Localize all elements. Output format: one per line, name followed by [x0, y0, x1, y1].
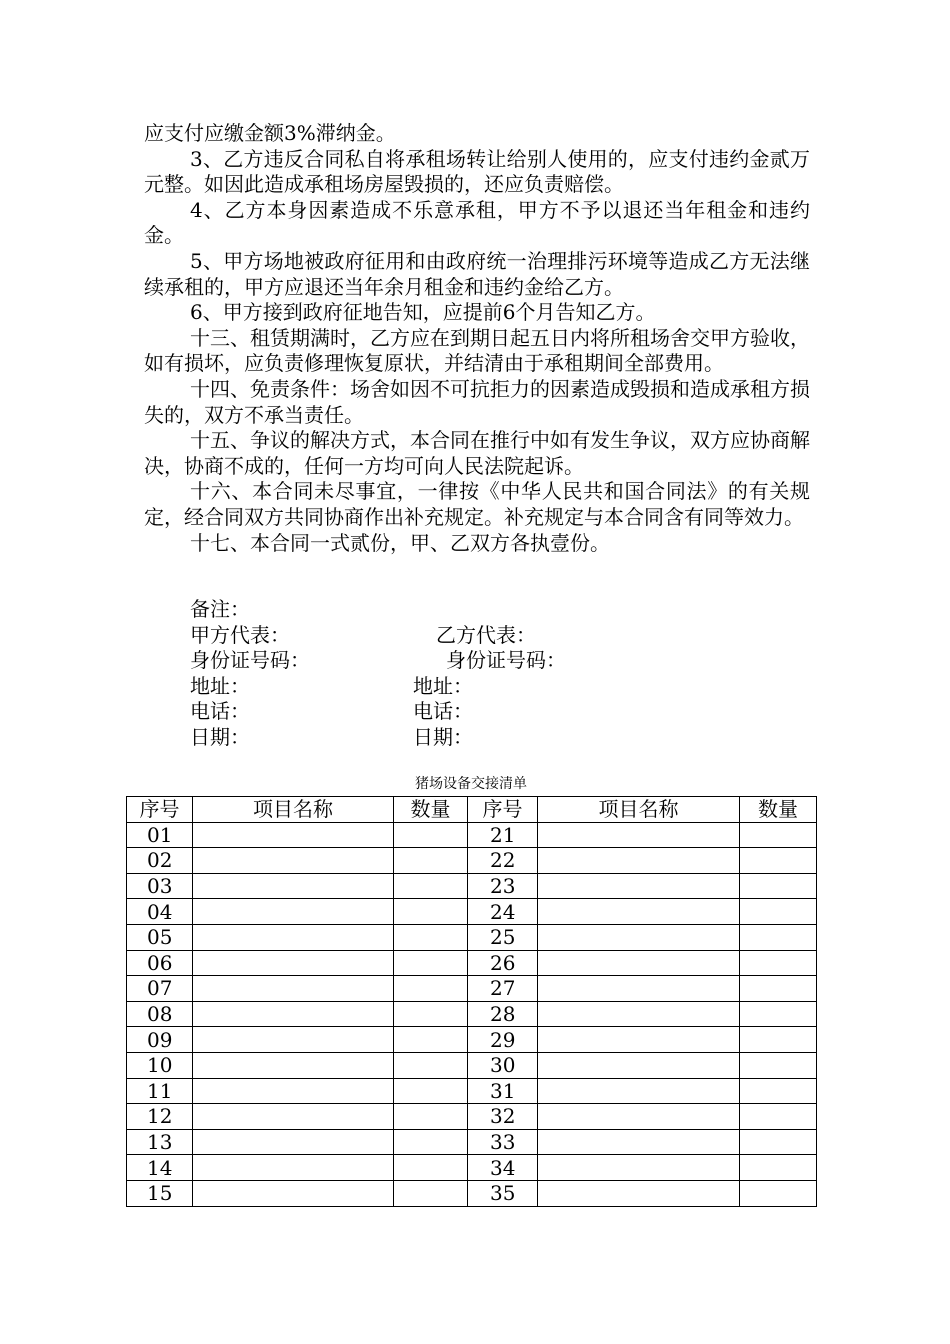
- seq-cell-left: 10: [127, 1052, 193, 1078]
- table-row: [127, 873, 817, 899]
- table-title: 猪场设备交接清单: [415, 776, 527, 792]
- quantity-cell-right: [740, 950, 817, 976]
- seq-cell-left: 03: [127, 873, 193, 899]
- item-name-cell-left: [193, 1155, 394, 1181]
- header-seq-2: 序号: [468, 797, 538, 823]
- seq-cell-right: 32: [468, 1104, 538, 1130]
- header-item-name-1: 项目名称: [193, 797, 394, 823]
- item-name-cell-right: [538, 899, 740, 925]
- item-name-cell-right: [538, 950, 740, 976]
- table-row: [127, 1001, 817, 1027]
- quantity-cell-right: [740, 899, 817, 925]
- item-name-cell-left: [193, 1052, 394, 1078]
- item-name-cell-left: [193, 1104, 394, 1130]
- seq-cell-left: 02: [127, 848, 193, 874]
- quantity-cell-right: [740, 1001, 817, 1027]
- quantity-cell-right: [740, 822, 817, 848]
- item-name-cell-left: [193, 950, 394, 976]
- header-item-name-2: 项目名称: [538, 797, 740, 823]
- contract-paragraph: 应支付应缴金额3%滞纳金。: [144, 121, 396, 145]
- contract-paragraph: 5、甲方场地被政府征用和由政府统一治理排污环境等造成乙方无法继续承租的，甲方应退还当年余月租金和违约金给乙方。: [144, 248, 810, 299]
- table-row: [127, 1129, 817, 1155]
- header-quantity-1: 数量: [394, 797, 468, 823]
- quantity-cell-right: [740, 1027, 817, 1053]
- seq-cell-right: 27: [468, 976, 538, 1002]
- table-row: [127, 976, 817, 1002]
- quantity-cell-left: [394, 1104, 468, 1130]
- seq-cell-left: 08: [127, 1001, 193, 1027]
- table-row: [127, 1027, 817, 1053]
- item-name-cell-left: [193, 1129, 394, 1155]
- quantity-cell-right: [740, 1104, 817, 1130]
- quantity-cell-left: [394, 924, 468, 950]
- contract-paragraph: 十六、本合同未尽事宜，一律按《中华人民共和国合同法》的有关规定，经合同双方共同协商作出补充规定。补充规定与本合同含有同等效力。: [144, 479, 810, 529]
- party-b-address-label: 地址：: [413, 673, 473, 698]
- quantity-cell-right: [740, 873, 817, 899]
- quantity-cell-left: [394, 1180, 468, 1206]
- item-name-cell-left: [193, 873, 394, 899]
- contract-paragraph: 3、乙方违反合同私自将承租场转让给别人使用的，应支付违约金贰万元整。如因此造成承租场房屋毁损的，还应负责赔偿。: [144, 146, 810, 197]
- quantity-cell-right: [740, 976, 817, 1002]
- quantity-cell-left: [394, 1027, 468, 1053]
- quantity-cell-right: [740, 1129, 817, 1155]
- seq-cell-left: 15: [127, 1180, 193, 1206]
- seq-cell-right: 31: [468, 1078, 538, 1104]
- contract-paragraph: 十三、租赁期满时，乙方应在到期日起五日内将所租场舍交甲方验收，如有损坏，应负责修理恢复原状，并结清由于承租期间全部费用。: [144, 325, 810, 376]
- party-a-date-label: 日期：: [190, 724, 250, 749]
- equipment-handover-table: [126, 796, 817, 1207]
- seq-cell-right: 28: [468, 1001, 538, 1027]
- seq-cell-left: 12: [127, 1104, 193, 1130]
- rep-row: [190, 623, 790, 649]
- table-row: [127, 1155, 817, 1181]
- contract-paragraph: 4、乙方本身因素造成不乐意承租，甲方不予以退还当年租金和违约金。: [144, 197, 810, 248]
- table-row: [127, 899, 817, 925]
- seq-cell-right: 30: [468, 1052, 538, 1078]
- table-row: [127, 1104, 817, 1130]
- party-a-id-label: 身份证号码：: [190, 648, 310, 673]
- quantity-cell-right: [740, 1052, 817, 1078]
- party-b-phone-label: 电话：: [413, 699, 473, 724]
- item-name-cell-right: [538, 848, 740, 874]
- item-name-cell-right: [538, 924, 740, 950]
- table-row: [127, 1052, 817, 1078]
- seq-cell-right: 25: [468, 924, 538, 950]
- item-name-cell-left: [193, 976, 394, 1002]
- seq-cell-right: 33: [468, 1129, 538, 1155]
- item-name-cell-right: [538, 1078, 740, 1104]
- item-name-cell-left: [193, 848, 394, 874]
- table-row: [127, 950, 817, 976]
- quantity-cell-right: [740, 1078, 817, 1104]
- quantity-cell-left: [394, 873, 468, 899]
- date-row: [190, 725, 790, 751]
- seq-cell-left: 13: [127, 1129, 193, 1155]
- seq-cell-left: 01: [127, 822, 193, 848]
- table-row: [127, 924, 817, 950]
- remarks-label: 备注：: [190, 597, 250, 621]
- seq-cell-left: 09: [127, 1027, 193, 1053]
- seq-cell-right: 29: [468, 1027, 538, 1053]
- id-row: [190, 648, 790, 674]
- table-row: [127, 1078, 817, 1104]
- phone-row: [190, 699, 790, 725]
- table-row: [127, 1180, 817, 1206]
- seq-cell-left: 11: [127, 1078, 193, 1104]
- seq-cell-right: 34: [468, 1155, 538, 1181]
- table-row: [127, 848, 817, 874]
- party-a-address-label: 地址：: [190, 673, 250, 698]
- party-b-id-label: 身份证号码：: [446, 648, 566, 673]
- item-name-cell-left: [193, 1180, 394, 1206]
- item-name-cell-right: [538, 1001, 740, 1027]
- item-name-cell-right: [538, 1052, 740, 1078]
- seq-cell-right: 24: [468, 899, 538, 925]
- party-b-date-label: 日期：: [413, 724, 473, 749]
- contract-paragraph: 十七、本合同一式贰份，甲、乙双方各执壹份。: [190, 530, 610, 555]
- seq-cell-left: 04: [127, 899, 193, 925]
- contract-body: [144, 121, 810, 556]
- quantity-cell-right: [740, 924, 817, 950]
- item-name-cell-left: [193, 1027, 394, 1053]
- party-b-rep-label: 乙方代表：: [436, 622, 536, 647]
- item-name-cell-right: [538, 1104, 740, 1130]
- contract-paragraph: 6、甲方接到政府征地告知，应提前6个月告知乙方。: [190, 300, 656, 325]
- seq-cell-right: 35: [468, 1180, 538, 1206]
- item-name-cell-right: [538, 873, 740, 899]
- seq-cell-right: 23: [468, 873, 538, 899]
- quantity-cell-right: [740, 848, 817, 874]
- seq-cell-left: 06: [127, 950, 193, 976]
- quantity-cell-left: [394, 822, 468, 848]
- quantity-cell-right: [740, 1155, 817, 1181]
- header-seq-1: 序号: [127, 797, 193, 823]
- contract-paragraph: 十五、争议的解决方式，本合同在推行中如有发生争议，双方应协商解决，协商不成的，任何一方均可向人民法院起诉。: [144, 428, 810, 478]
- seq-cell-left: 05: [127, 924, 193, 950]
- party-a-phone-label: 电话：: [190, 699, 250, 724]
- table-row: [127, 822, 817, 848]
- item-name-cell-right: [538, 976, 740, 1002]
- signature-block: [190, 597, 790, 751]
- item-name-cell-right: [538, 1180, 740, 1206]
- seq-cell-right: 21: [468, 822, 538, 848]
- quantity-cell-left: [394, 1001, 468, 1027]
- item-name-cell-right: [538, 1155, 740, 1181]
- table-header-row: [127, 797, 817, 823]
- quantity-cell-left: [394, 976, 468, 1002]
- seq-cell-right: 26: [468, 950, 538, 976]
- quantity-cell-left: [394, 848, 468, 874]
- party-a-rep-label: 甲方代表：: [190, 622, 290, 647]
- quantity-cell-left: [394, 1129, 468, 1155]
- quantity-cell-left: [394, 1155, 468, 1181]
- item-name-cell-right: [538, 1129, 740, 1155]
- seq-cell-right: 22: [468, 848, 538, 874]
- quantity-cell-left: [394, 1078, 468, 1104]
- header-quantity-2: 数量: [740, 797, 817, 823]
- item-name-cell-left: [193, 899, 394, 925]
- quantity-cell-right: [740, 1180, 817, 1206]
- quantity-cell-left: [394, 899, 468, 925]
- contract-paragraph: 十四、免责条件：场舍如因不可抗拒力的因素造成毁损和造成承租方损失的，双方不承当责任。: [144, 376, 810, 427]
- item-name-cell-left: [193, 1001, 394, 1027]
- remarks-row: [190, 597, 790, 623]
- quantity-cell-left: [394, 950, 468, 976]
- item-name-cell-left: [193, 822, 394, 848]
- seq-cell-left: 07: [127, 976, 193, 1002]
- item-name-cell-left: [193, 924, 394, 950]
- address-row: [190, 674, 790, 700]
- quantity-cell-left: [394, 1052, 468, 1078]
- seq-cell-left: 14: [127, 1155, 193, 1181]
- item-name-cell-left: [193, 1078, 394, 1104]
- item-name-cell-right: [538, 822, 740, 848]
- item-name-cell-right: [538, 1027, 740, 1053]
